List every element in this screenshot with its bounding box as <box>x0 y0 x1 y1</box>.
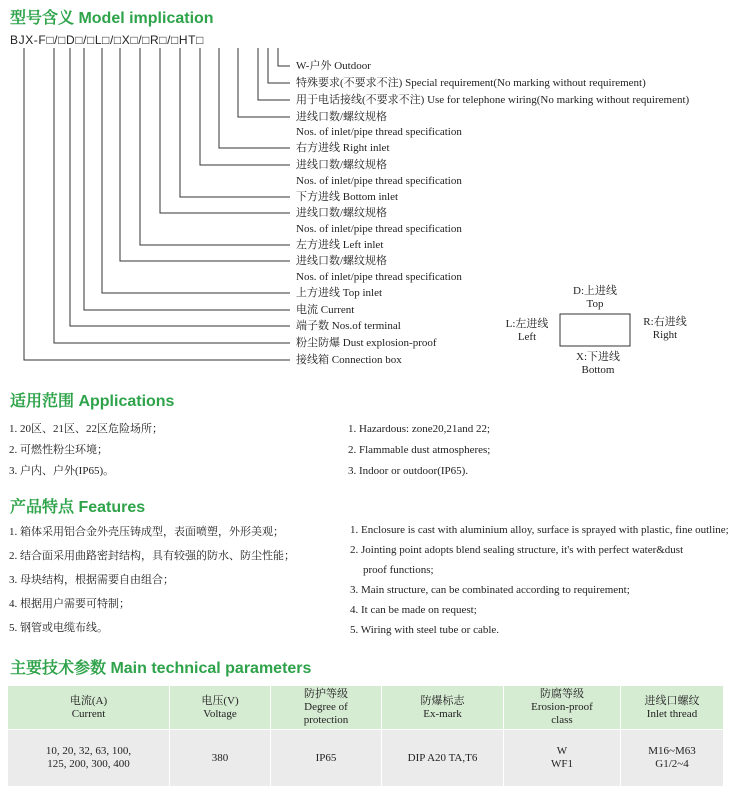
list-item: 3. 母块结构，根据需要自由组合； <box>9 574 174 586</box>
model-item-inlet-spec-en: Nos. of inlet/pipe thread specification <box>296 126 462 138</box>
applications-en-list <box>348 419 490 482</box>
cell-ex-mark: DIP A20 TA,T6 <box>382 730 504 787</box>
list-item: 1. 20区、21区、22区危险场所； <box>9 423 163 435</box>
model-item-outdoor: W-户外 Outdoor <box>296 60 371 72</box>
list-item: 2. 结合面采用曲路密封结构，具有较强的防水、防尘性能； <box>9 550 295 562</box>
col-voltage: 电压(V) Voltage <box>170 686 271 730</box>
model-heading: 型号含义 Model implication <box>10 10 214 27</box>
list-item: 3. Main structure, can be combinated according to requirement; <box>350 584 630 596</box>
model-item-dust-proof: 粉尘防爆 Dust explosion-proof <box>296 337 437 349</box>
list-item: 5. 钢管或电缆布线。 <box>9 622 108 634</box>
box-right-label: R:右进线 Right <box>643 316 687 341</box>
col-inlet-thread: 进线口螺纹 Inlet thread <box>621 686 724 730</box>
model-item-left-inlet: 左方进线 Left inlet <box>296 239 384 251</box>
model-item-inlet-spec-cn: 进线口数/螺纹规格 <box>296 207 388 219</box>
col-erosion: 防腐等级 Erosion-proof class <box>504 686 621 730</box>
list-item: 5. Wiring with steel tube or cable. <box>350 624 500 636</box>
list-item: 3. 户内、户外(IP65)。 <box>9 465 115 477</box>
cell-erosion: W WF1 <box>504 730 621 787</box>
list-item: 1. Enclosure is cast with aluminium alloy, surface is sprayed with plastic, fine outline; <box>350 524 729 536</box>
parameters-table <box>7 685 724 787</box>
box-top-label: D:上进线 Top <box>573 285 617 310</box>
model-item-inlet-spec-cn: 进线口数/螺纹规格 <box>296 111 388 123</box>
model-item-inlet-spec-cn: 进线口数/螺纹规格 <box>296 255 388 267</box>
model-item-inlet-spec-en: Nos. of inlet/pipe thread specification <box>296 223 462 235</box>
list-item: 4. 根据用户需要可特制； <box>9 598 130 610</box>
list-item: 3. Indoor or outdoor(IP65). <box>348 465 469 477</box>
model-item-top-inlet: 上方进线 Top inlet <box>296 287 383 299</box>
features-en-list <box>350 520 729 640</box>
box-bottom-label: X:下进线 Bottom <box>576 351 620 376</box>
model-item-special: 特殊要求(不要求不注) Special requirement(No marking without requirement) <box>296 77 646 89</box>
applications-heading: 适用范围 Applications <box>10 393 175 410</box>
list-item: 2. Flammable dust atmospheres; <box>348 444 491 456</box>
col-protection: 防护等级 Degree of protection <box>271 686 382 730</box>
model-item-terminals: 端子数 Nos.of terminal <box>296 320 401 332</box>
model-item-bottom-inlet: 下方进线 Bottom inlet <box>296 191 399 203</box>
list-item: 4. It can be made on request; <box>350 604 477 616</box>
col-current: 电流(A) Current <box>8 686 170 730</box>
model-item-current: 电流 Current <box>296 304 355 316</box>
list-item: proof functions; <box>363 564 434 576</box>
parameters-heading: 主要技术参数 Main technical parameters <box>10 660 312 677</box>
cell-voltage: 380 <box>170 730 271 787</box>
list-item: 2. Jointing point adopts blend sealing structure, it's with perfect water&dust <box>350 544 684 556</box>
col-ex-mark: 防爆标志 Ex-mark <box>382 686 504 730</box>
box-left-label: L:左进线 Left <box>505 318 549 343</box>
features-heading: 产品特点 Features <box>10 499 146 516</box>
model-code: BJX-F□/□D□/□L□/□X□/□R□/□HT□ <box>10 33 204 47</box>
applications-cn-list <box>9 419 163 482</box>
cell-inlet-thread: M16~M63 G1/2~4 <box>621 730 724 787</box>
list-item: 2. 可燃性粉尘环境； <box>9 444 108 456</box>
cell-current: 10, 20, 32, 63, 100, 125, 200, 300, 400 <box>8 730 170 787</box>
model-item-telephone: 用于电话接线(不要求不注) Use for telephone wiring(No marking without requirement) <box>296 94 690 106</box>
model-item-inlet-spec-en: Nos. of inlet/pipe thread specification <box>296 271 462 283</box>
table-header-row <box>8 686 724 730</box>
list-item: 1. Hazardous: zone20,21and 22; <box>348 423 491 435</box>
model-item-connection-box: 接线箱 Connection box <box>296 354 402 366</box>
list-item: 1. 箱体采用铝合金外壳压铸成型，表面喷塑，外形美观； <box>9 526 284 538</box>
model-item-inlet-spec-cn: 进线口数/螺纹规格 <box>296 159 388 171</box>
model-item-right-inlet: 右方进线 Right inlet <box>296 142 390 154</box>
features-cn-list <box>9 520 295 640</box>
table-row <box>8 730 724 787</box>
model-item-inlet-spec-en: Nos. of inlet/pipe thread specification <box>296 175 462 187</box>
entry-box <box>560 314 630 346</box>
cell-protection: IP65 <box>271 730 382 787</box>
